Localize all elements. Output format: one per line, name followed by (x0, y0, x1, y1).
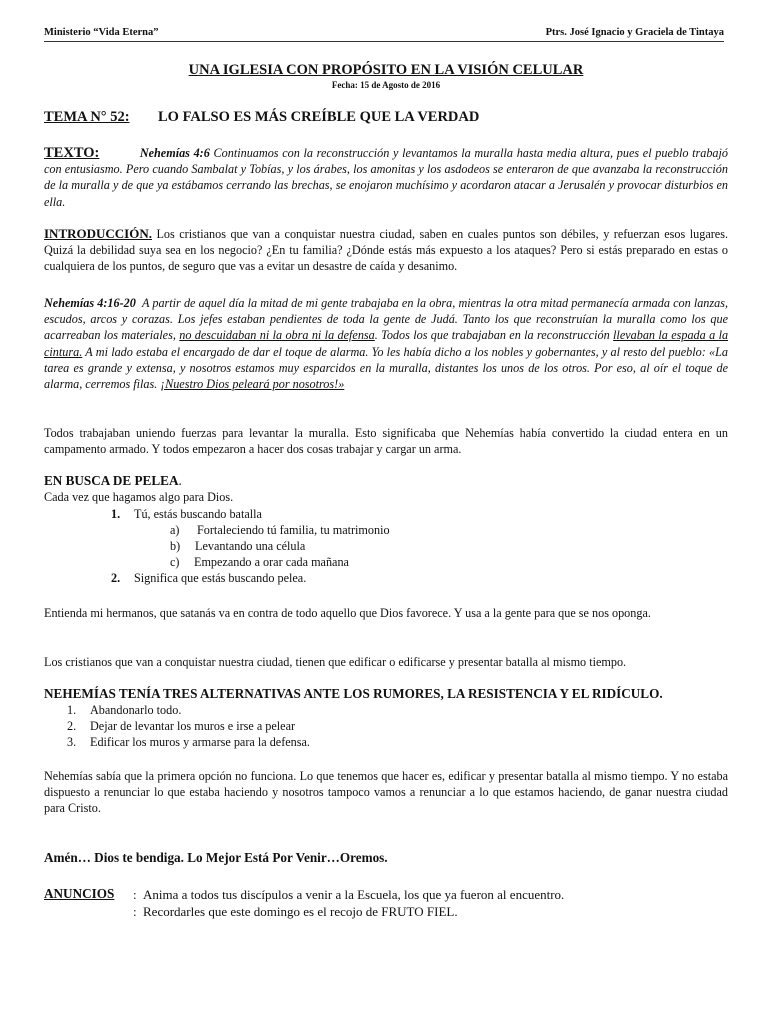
announcement-2: Recordarles que este domingo es el recojo de FRUTO FIEL. (143, 904, 458, 919)
alt-2-number: 2. (67, 719, 77, 733)
busca-sub-c-marker: c) (170, 555, 180, 569)
paragraph-2: Entienda mi hermanos, que satanás va en contra de todo aquello que Dios favorece. Y usa a la gente para que se nos oponga. (44, 606, 651, 620)
busca-sub-b-marker: b) (170, 539, 181, 553)
alternatives-heading: NEHEMÍAS TENÍA TRES ALTERNATIVAS ANTE LOS RUMORES, LA RESISTENCIA Y EL RIDÍCULO. (44, 686, 663, 701)
text-passage (44, 145, 728, 210)
intro-label: INTRODUCCIÓN. (44, 226, 152, 241)
busca-sub-a-marker: a) (170, 523, 180, 537)
texto-label: TEXTO: (44, 145, 100, 161)
busca-item2-number: 2. (111, 571, 121, 585)
intro-body: Los cristianos que van a conquistar nuestra ciudad, saben en cuales puntos son débiles, y refuerzan esos lugares. Quizá la debilidad suya sea en los negocio? ¿En tu familia? ¿Dónde estás más expuesto a los ataques? Pero si estás preparado en estas o cualquiera de los puntos, de seguro que vas a evitar un desastre de caída y desanimo. (44, 227, 728, 274)
busca-heading-dot: . (178, 473, 182, 488)
texto-body: Continuamos con la reconstrucción y levantamos la muralla hasta media altura, pues el pueblo trabajó con entusiasmo. Pero cuando Sambalat y Tobías, y los árabes, los amonitas y los asdodeos se enteraron de que avanzaba la reconstrucción de la muralla y de que ya estábamos cerrando las brechas, se enojaron muchísimo y acordaron atacar a Jerusalén y provocar disturbios en ella. (44, 146, 728, 209)
busca-sub-c: Empezando a orar cada mañana (194, 555, 349, 569)
busca-item1: Tú, estás buscando batalla (134, 507, 262, 521)
announcement-2-separator: : (133, 904, 137, 919)
page-header (44, 27, 724, 42)
busca-heading-text: EN BUSCA DE PELEA (44, 473, 179, 488)
pastors-name: Ptrs. José Ignacio y Graciela de Tintaya (545, 27, 724, 38)
alt-1-number: 1. (67, 703, 77, 717)
busca-item2: Significa que estás buscando pelea. (134, 571, 307, 585)
texto-reference: Nehemías 4:6 (139, 146, 210, 160)
announcements-label: ANUNCIOS (44, 886, 115, 901)
verse-reference: Nehemías 4:16-20 (44, 296, 136, 310)
busca-heading (44, 473, 728, 489)
paragraph-1: Todos trabajaban uniendo fuerzas para levantar la muralla. Esto significaba que Nehemías había convertido la ciudad entera en un campamento armado. Y todos empezaron a hacer dos cosas trabajar y cargar un arma. (44, 426, 728, 457)
busca-item1-number: 1. (111, 507, 121, 521)
ministry-name: Ministerio “Vida Eterna” (44, 27, 159, 38)
theme-title: LO FALSO ES MÁS CREÍBLE QUE LA VERDAD (158, 109, 480, 125)
paragraph-4: Nehemías sabía que la primera opción no funciona. Lo que tenemos que hacer es, edificar y presentar batalla al mismo tiempo. Y no estaba dispuesto a renunciar lo que estaba haciendo y nosotros tampoco vamos a renunciar a lo que estamos haciendo, de ganar nuestra ciudad para Cristo. (44, 769, 728, 816)
document-title: UNA IGLESIA CON PROPÓSITO EN LA VISIÓN CELULAR (188, 62, 584, 78)
verse-passage (44, 295, 728, 392)
closing-line: Amén… Dios te bendiga. Lo Mejor Está Por Venir…Oremos. (44, 850, 388, 865)
verse-underline3: ¡Nuestro Dios peleará por nosotros!» (160, 377, 345, 392)
paragraph-3: Los cristianos que van a conquistar nuestra ciudad, tienen que edificar o edificarse y presentar batalla al mismo tiempo. (44, 655, 627, 669)
busca-intro: Cada vez que hagamos algo para Dios. (44, 490, 234, 504)
verse-part1: A partir de aquel día la mitad de mi gente trabajaba en la obra, mientras la otra mitad permanecía armada con lanzas, escudos, arcos y corazas. Los jefes estaban pendientes de toda la gente de Judá. Tanto los que reconstruían la muralla como los que acarreaban los materiales, (44, 296, 729, 343)
alt-2: Dejar de levantar los muros e irse a pelear (90, 719, 296, 733)
alt-3-number: 3. (67, 735, 77, 749)
theme-line (44, 109, 728, 126)
busca-sub-b: Levantando una célula (195, 539, 306, 553)
theme-label: TEMA N° 52: (44, 109, 130, 125)
announcement-1-separator: : (133, 887, 137, 902)
announcement-1: Anima a todos tus discípulos a venir a la Escuela, los que ya fueron al encuentro. (143, 887, 565, 902)
busca-sub-a: Fortaleciendo tú familia, tu matrimonio (197, 523, 390, 537)
verse-underline2: llevaban la espada a la cintura. (44, 328, 729, 359)
alt-1: Abandonarlo todo. (90, 703, 182, 717)
verse-part2: . Todos los que trabajaban en la reconstrucción (374, 328, 610, 343)
introduction (44, 226, 728, 275)
alt-3: Edificar los muros y armarse para la defensa. (90, 735, 310, 749)
document-date: Fecha: 15 de Agosto de 2016 (331, 80, 441, 90)
verse-underline1: no descuidaban ni la obra ni la defensa (179, 328, 375, 343)
verse-part3: A mi lado estaba el encargado de dar el toque de alarma. Yo les había dicho a los nobles y gobernantes, y al resto del pueblo: «La tarea es grande y extensa, y nosotros estamos muy esparcidos en la muralla, distantes los unos de los otros. Por eso, al oír el toque de alarma, cerremos filas. (44, 344, 728, 392)
